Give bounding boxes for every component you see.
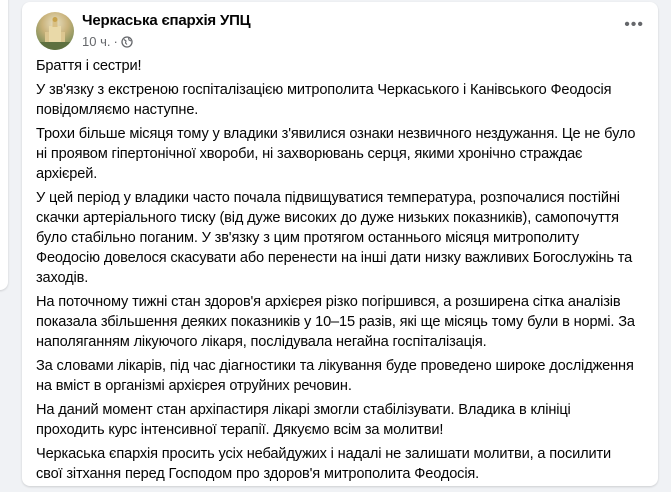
adjacent-card [0, 0, 8, 290]
cathedral-image-icon [36, 12, 74, 50]
paragraph-line: показала збільшення деяких показників у 10–15 разів, які ще місяць тому були в нормі. За [36, 314, 635, 330]
paragraph-line: архієрей. [36, 166, 98, 182]
post-paragraph [36, 124, 651, 184]
paragraph-line: Трохи більше місяця тому у владики з'явилися ознаки незвичного нездужання. Це не було [36, 126, 636, 142]
post-time[interactable]: 10 ч. [82, 34, 111, 49]
more-options-button[interactable]: ••• [624, 16, 644, 33]
avatar[interactable] [36, 12, 74, 50]
paragraph-line: повідомляємо наступне. [36, 102, 199, 118]
post-paragraph [36, 80, 651, 120]
post-paragraph [36, 400, 651, 440]
post-paragraph [36, 188, 651, 288]
author-name[interactable]: Черкаська єпархія УПЦ [82, 12, 251, 29]
paragraph-line: ні проявом гіпертонічної хвороби, ні захворювань серця, якими хронічно страждає [36, 146, 583, 162]
separator: · [113, 34, 118, 49]
post-paragraph [36, 356, 651, 396]
paragraph-line: На даний момент стан архіпастиря лікарі змогли стабілізувати. Владика в клініці [36, 402, 571, 418]
post-paragraph [36, 444, 651, 484]
paragraph-line: На поточному тижні стан здоров'я архієрея різко погіршився, а розширена сітка аналізів [36, 294, 621, 310]
paragraph-line: наполяганням лікуючого лікаря, послідувала негайна госпіталізація. [36, 334, 487, 350]
post-card [22, 2, 658, 486]
paragraph-line: За словами лікарів, під час діагностики та лікування буде проведено широке дослідження [36, 358, 634, 374]
paragraph-line: було стабільно поганим. У зв'язку з цим протягом останнього місяця митрополиту [36, 230, 580, 246]
paragraph-line: свої зітхання перед Господом про здоров'я митрополита Феодосія. [36, 466, 480, 482]
post-paragraph [36, 56, 651, 76]
paragraph-line: проходить курс інтенсивної терапії. Дякуємо всім за молитви! [36, 422, 444, 438]
paragraph-line: скачки артеріального тиску (від дуже високих до дуже низьких показників), самопочуття [36, 210, 619, 226]
paragraph-line: заходів. [36, 270, 89, 286]
paragraph-line: Черкаська єпархія просить усіх небайдужих і надалі не залишати молитви, а посилити [36, 446, 612, 462]
paragraph-line: У цей період у владики часто почала підвищуватися температура, розпочалися постійні [36, 190, 620, 206]
post-paragraph [36, 292, 651, 352]
post-text [36, 56, 651, 488]
paragraph-line: Феодосію довелося скасувати або перенести на інші дати низку важливих Богослужінь та [36, 250, 633, 266]
paragraph-line: Браття і сестри! [36, 58, 142, 74]
post-meta [82, 34, 133, 49]
paragraph-line: У зв'язку з екстреною госпіталізацією митрополита Черкаського і Канівського Феодосія [36, 82, 612, 98]
paragraph-line: на вміст в організмі архієрея отруйних речовин. [36, 378, 352, 394]
globe-icon [121, 36, 133, 48]
